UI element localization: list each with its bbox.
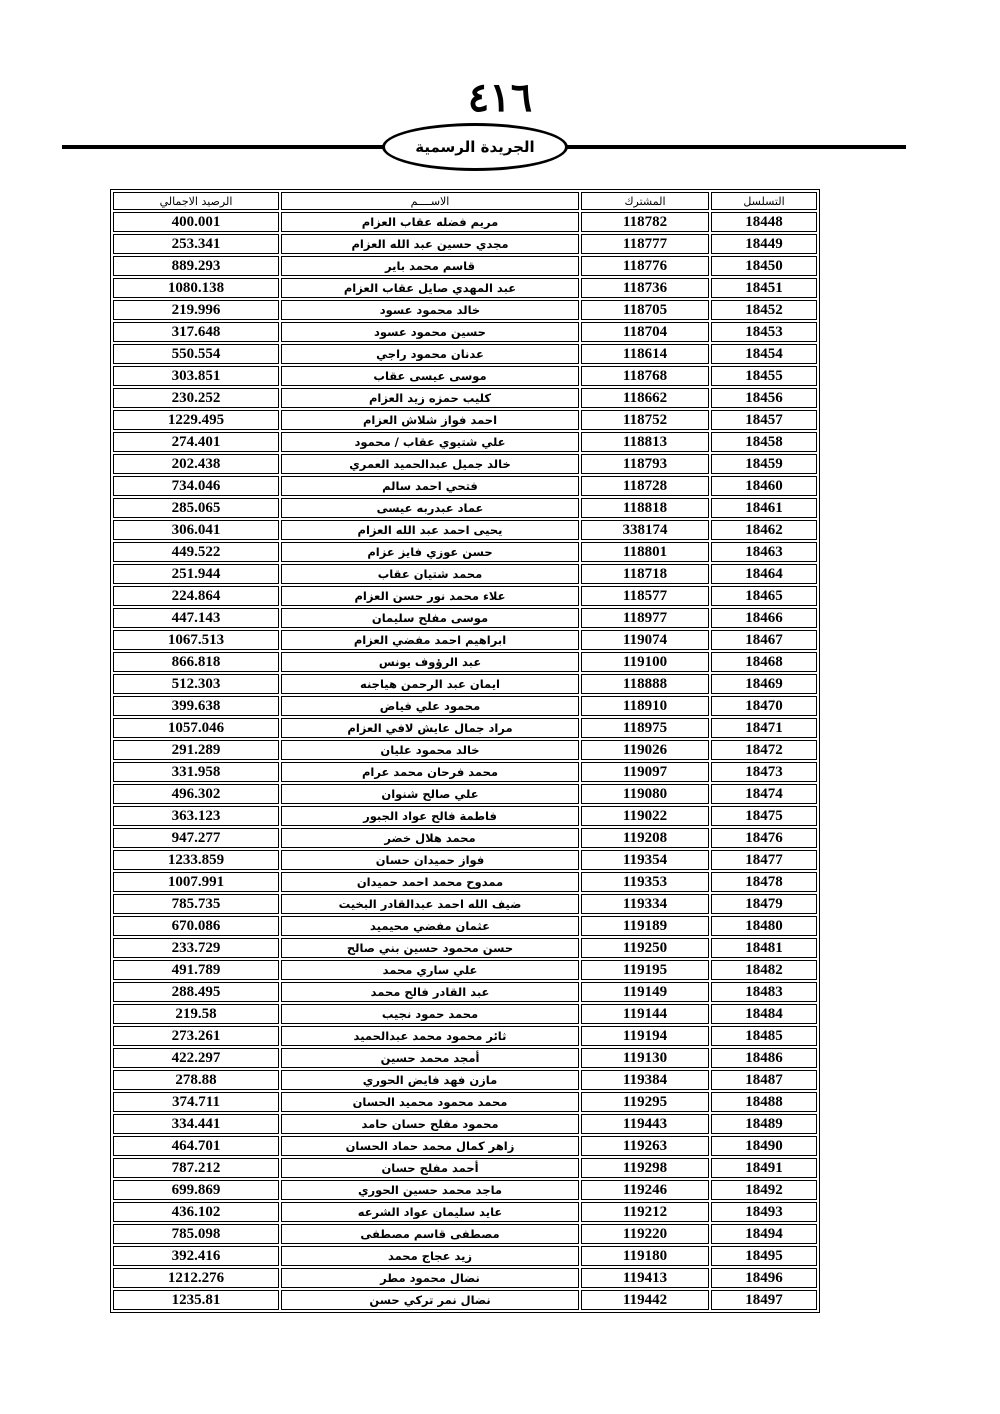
subscriber-cell: 119384 — [581, 1070, 709, 1090]
serial-cell: 18493 — [711, 1202, 817, 1222]
balance-cell: 306.041 — [113, 520, 279, 540]
subscriber-cell: 118888 — [581, 674, 709, 694]
subscriber-cell: 118704 — [581, 322, 709, 342]
serial-cell: 18496 — [711, 1268, 817, 1288]
subscriber-cell: 119334 — [581, 894, 709, 914]
balance-cell: 273.261 — [113, 1026, 279, 1046]
balance-cell: 550.554 — [113, 344, 279, 364]
name-cell: محمد حمود نجيب — [281, 1004, 579, 1024]
name-cell: عدنان محمود راجي — [281, 344, 579, 364]
table-row — [113, 1202, 817, 1222]
serial-cell: 18472 — [711, 740, 817, 760]
table-row — [113, 498, 817, 518]
subscriber-cell: 119295 — [581, 1092, 709, 1112]
subscriber-cell: 119298 — [581, 1158, 709, 1178]
column-header-subscriber: المشترك — [581, 192, 709, 210]
table-row — [113, 960, 817, 980]
balance-cell: 464.701 — [113, 1136, 279, 1156]
balance-cell: 331.958 — [113, 762, 279, 782]
serial-cell: 18491 — [711, 1158, 817, 1178]
table-row — [113, 366, 817, 386]
balance-cell: 436.102 — [113, 1202, 279, 1222]
name-cell: أمجد محمد حسين — [281, 1048, 579, 1068]
table-row — [113, 388, 817, 408]
name-cell: فاطمة فالح عواد الجبور — [281, 806, 579, 826]
balance-cell: 785.735 — [113, 894, 279, 914]
table-row — [113, 938, 817, 958]
table-row — [113, 1246, 817, 1266]
subscriber-cell: 118614 — [581, 344, 709, 364]
balance-cell: 334.441 — [113, 1114, 279, 1134]
name-cell: مجدي حسين عبد الله العزام — [281, 234, 579, 254]
table-row — [113, 1136, 817, 1156]
table-row — [113, 432, 817, 452]
serial-cell: 18485 — [711, 1026, 817, 1046]
table-row — [113, 608, 817, 628]
subscriber-cell: 119149 — [581, 982, 709, 1002]
serial-cell: 18490 — [711, 1136, 817, 1156]
name-cell: محمود علي فياض — [281, 696, 579, 716]
serial-cell: 18487 — [711, 1070, 817, 1090]
name-cell: خالد محمود عليان — [281, 740, 579, 760]
subscriber-cell: 118705 — [581, 300, 709, 320]
balance-cell: 219.58 — [113, 1004, 279, 1024]
name-cell: عايد سليمان عواد الشرعه — [281, 1202, 579, 1222]
name-cell: نضال نمر تركي حسن — [281, 1290, 579, 1310]
name-cell: قاسم محمد باير — [281, 256, 579, 276]
name-cell: محمود مفلح حسان حامد — [281, 1114, 579, 1134]
table-row — [113, 1158, 817, 1178]
subscriber-cell: 119022 — [581, 806, 709, 826]
name-cell: حسن عوزي فايز عزام — [281, 542, 579, 562]
name-cell: ماجد محمد حسين الحوري — [281, 1180, 579, 1200]
table-header-row — [113, 192, 817, 210]
balance-cell: 253.341 — [113, 234, 279, 254]
subscriber-cell: 119250 — [581, 938, 709, 958]
table-row — [113, 1268, 817, 1288]
table-row — [113, 1026, 817, 1046]
serial-cell: 18494 — [711, 1224, 817, 1244]
page-number: ٤١٦ — [467, 74, 533, 121]
name-cell: نضال محمود مطر — [281, 1268, 579, 1288]
serial-cell: 18458 — [711, 432, 817, 452]
balance-cell: 1057.046 — [113, 718, 279, 738]
name-cell: محمد هلال خضر — [281, 828, 579, 848]
serial-cell: 18460 — [711, 476, 817, 496]
balance-cell: 785.098 — [113, 1224, 279, 1244]
balance-cell: 947.277 — [113, 828, 279, 848]
table-row — [113, 1048, 817, 1068]
table-row — [113, 916, 817, 936]
column-header-name: الاســــم — [281, 192, 579, 210]
name-cell: عثمان مفضي محيميد — [281, 916, 579, 936]
subscriber-cell: 119144 — [581, 1004, 709, 1024]
subscriber-cell: 118793 — [581, 454, 709, 474]
balance-cell: 278.88 — [113, 1070, 279, 1090]
serial-cell: 18475 — [711, 806, 817, 826]
serial-cell: 18461 — [711, 498, 817, 518]
subscriber-cell: 118782 — [581, 212, 709, 232]
table-row — [113, 784, 817, 804]
balance-cell: 512.303 — [113, 674, 279, 694]
serial-cell: 18452 — [711, 300, 817, 320]
subscriber-cell: 119026 — [581, 740, 709, 760]
name-cell: ثائر محمود محمد عبدالحميد — [281, 1026, 579, 1046]
serial-cell: 18459 — [711, 454, 817, 474]
balance-cell: 317.648 — [113, 322, 279, 342]
table-row — [113, 762, 817, 782]
balance-cell: 889.293 — [113, 256, 279, 276]
table-row — [113, 1180, 817, 1200]
balance-cell: 374.711 — [113, 1092, 279, 1112]
name-cell: حسن محمود حسين بني صالح — [281, 938, 579, 958]
serial-cell: 18484 — [711, 1004, 817, 1024]
table-row — [113, 674, 817, 694]
serial-cell: 18495 — [711, 1246, 817, 1266]
balance-cell: 670.086 — [113, 916, 279, 936]
gazette-title-oval — [382, 123, 568, 171]
name-cell: كليب حمزه زيد العزام — [281, 388, 579, 408]
name-cell: مراد جمال عايش لافي العزام — [281, 718, 579, 738]
table-row — [113, 740, 817, 760]
name-cell: موسى مفلح سليمان — [281, 608, 579, 628]
serial-cell: 18471 — [711, 718, 817, 738]
balance-cell: 496.302 — [113, 784, 279, 804]
balance-cell: 399.638 — [113, 696, 279, 716]
subscriber-cell: 118577 — [581, 586, 709, 606]
balance-cell: 303.851 — [113, 366, 279, 386]
subscriber-cell: 118752 — [581, 410, 709, 430]
serial-cell: 18465 — [711, 586, 817, 606]
serial-cell: 18464 — [711, 564, 817, 584]
balance-cell: 230.252 — [113, 388, 279, 408]
subscriber-cell: 338174 — [581, 520, 709, 540]
name-cell: حسين محمود عسود — [281, 322, 579, 342]
name-cell: ابراهيم احمد مفضي العزام — [281, 630, 579, 650]
balance-cell: 1067.513 — [113, 630, 279, 650]
balance-cell: 449.522 — [113, 542, 279, 562]
subscriber-cell: 119080 — [581, 784, 709, 804]
subscriber-cell: 118718 — [581, 564, 709, 584]
name-cell: خالد جميل عبدالحميد العمري — [281, 454, 579, 474]
table-row — [113, 696, 817, 716]
subscriber-cell: 119212 — [581, 1202, 709, 1222]
name-cell: علي صالح شنوان — [281, 784, 579, 804]
serial-cell: 18467 — [711, 630, 817, 650]
subscriber-cell: 118801 — [581, 542, 709, 562]
balance-cell: 251.944 — [113, 564, 279, 584]
serial-cell: 18457 — [711, 410, 817, 430]
serial-cell: 18456 — [711, 388, 817, 408]
subscriber-cell: 118818 — [581, 498, 709, 518]
subscriber-cell: 119263 — [581, 1136, 709, 1156]
table-row — [113, 520, 817, 540]
name-cell: محمد فرحان محمد عرام — [281, 762, 579, 782]
balance-cell: 447.143 — [113, 608, 279, 628]
table-row — [113, 1290, 817, 1310]
subscribers-table — [110, 189, 820, 1313]
serial-cell: 18486 — [711, 1048, 817, 1068]
table-row — [113, 850, 817, 870]
table-row — [113, 652, 817, 672]
subscriber-cell: 118776 — [581, 256, 709, 276]
table-row — [113, 1070, 817, 1090]
balance-cell: 1235.81 — [113, 1290, 279, 1310]
serial-cell: 18454 — [711, 344, 817, 364]
subscriber-cell: 119194 — [581, 1026, 709, 1046]
table-body — [113, 212, 817, 1310]
subscriber-cell: 119413 — [581, 1268, 709, 1288]
balance-cell: 866.818 — [113, 652, 279, 672]
subscriber-cell: 118975 — [581, 718, 709, 738]
serial-cell: 18482 — [711, 960, 817, 980]
name-cell: أحمد مفلح حسان — [281, 1158, 579, 1178]
name-cell: زاهر كمال محمد حماد الحسان — [281, 1136, 579, 1156]
subscriber-cell: 118977 — [581, 608, 709, 628]
name-cell: موسى عيسى عقاب — [281, 366, 579, 386]
balance-cell: 288.495 — [113, 982, 279, 1002]
subscriber-cell: 118768 — [581, 366, 709, 386]
subscriber-cell: 118910 — [581, 696, 709, 716]
name-cell: مازن فهد فايض الحوري — [281, 1070, 579, 1090]
table-row — [113, 982, 817, 1002]
subscriber-cell: 119100 — [581, 652, 709, 672]
serial-cell: 18451 — [711, 278, 817, 298]
balance-cell: 1233.859 — [113, 850, 279, 870]
table-row — [113, 718, 817, 738]
balance-cell: 1229.495 — [113, 410, 279, 430]
table-row — [113, 212, 817, 232]
table-row — [113, 1224, 817, 1244]
balance-cell: 224.864 — [113, 586, 279, 606]
table-row — [113, 1004, 817, 1024]
table-row — [113, 234, 817, 254]
serial-cell: 18450 — [711, 256, 817, 276]
subscriber-cell: 119074 — [581, 630, 709, 650]
page-header — [0, 0, 1000, 190]
name-cell: فواز حميدان حسان — [281, 850, 579, 870]
balance-cell: 400.001 — [113, 212, 279, 232]
table-row — [113, 1114, 817, 1134]
subscriber-cell: 119208 — [581, 828, 709, 848]
serial-cell: 18480 — [711, 916, 817, 936]
balance-cell: 491.789 — [113, 960, 279, 980]
gazette-title: الجريدة الرسمية — [415, 138, 535, 156]
name-cell: فتحي احمد سالم — [281, 476, 579, 496]
table-row — [113, 872, 817, 892]
table-row — [113, 894, 817, 914]
name-cell: مريم فضله عقاب العزام — [281, 212, 579, 232]
name-cell: عماد عبدربه عيسى — [281, 498, 579, 518]
serial-cell: 18468 — [711, 652, 817, 672]
table-row — [113, 278, 817, 298]
table-row — [113, 630, 817, 650]
subscriber-cell: 118813 — [581, 432, 709, 452]
subscriber-cell: 119180 — [581, 1246, 709, 1266]
table-row — [113, 410, 817, 430]
balance-cell: 202.438 — [113, 454, 279, 474]
balance-cell: 1007.991 — [113, 872, 279, 892]
table-row — [113, 454, 817, 474]
table-row — [113, 1092, 817, 1112]
serial-cell: 18492 — [711, 1180, 817, 1200]
balance-cell: 233.729 — [113, 938, 279, 958]
balance-cell: 392.416 — [113, 1246, 279, 1266]
name-cell: محمد شتيان عقاب — [281, 564, 579, 584]
table-row — [113, 256, 817, 276]
table-row — [113, 476, 817, 496]
name-cell: احمد فواز شلاش العزام — [281, 410, 579, 430]
serial-cell: 18489 — [711, 1114, 817, 1134]
serial-cell: 18481 — [711, 938, 817, 958]
serial-cell: 18469 — [711, 674, 817, 694]
name-cell: عبد الرؤوف يونس — [281, 652, 579, 672]
name-cell: علي ساري محمد — [281, 960, 579, 980]
subscriber-cell: 119195 — [581, 960, 709, 980]
serial-cell: 18448 — [711, 212, 817, 232]
balance-cell: 285.065 — [113, 498, 279, 518]
subscriber-cell: 119130 — [581, 1048, 709, 1068]
subscriber-cell: 119246 — [581, 1180, 709, 1200]
name-cell: محمد محمود محميد الحسان — [281, 1092, 579, 1112]
serial-cell: 18474 — [711, 784, 817, 804]
column-header-serial: التسلسل — [711, 192, 817, 210]
serial-cell: 18497 — [711, 1290, 817, 1310]
name-cell: ايمان عبد الرحمن هياجنه — [281, 674, 579, 694]
name-cell: ممدوح محمد احمد حميدان — [281, 872, 579, 892]
table-row — [113, 586, 817, 606]
name-cell: خالد محمود عسود — [281, 300, 579, 320]
subscriber-cell: 119442 — [581, 1290, 709, 1310]
serial-cell: 18470 — [711, 696, 817, 716]
serial-cell: 18483 — [711, 982, 817, 1002]
serial-cell: 18453 — [711, 322, 817, 342]
table-row — [113, 828, 817, 848]
table-row — [113, 300, 817, 320]
subscriber-cell: 118662 — [581, 388, 709, 408]
table-row — [113, 322, 817, 342]
serial-cell: 18455 — [711, 366, 817, 386]
balance-cell: 422.297 — [113, 1048, 279, 1068]
balance-cell: 1212.276 — [113, 1268, 279, 1288]
serial-cell: 18488 — [711, 1092, 817, 1112]
balance-cell: 734.046 — [113, 476, 279, 496]
balance-cell: 787.212 — [113, 1158, 279, 1178]
name-cell: علي شتيوي عقاب / محمود — [281, 432, 579, 452]
serial-cell: 18463 — [711, 542, 817, 562]
balance-cell: 274.401 — [113, 432, 279, 452]
serial-cell: 18473 — [711, 762, 817, 782]
table-row — [113, 542, 817, 562]
column-header-balance: الرصيد الاجمالي — [113, 192, 279, 210]
name-cell: مصطفى قاسم مصطفى — [281, 1224, 579, 1244]
balance-cell: 1080.138 — [113, 278, 279, 298]
subscriber-cell: 119443 — [581, 1114, 709, 1134]
subscriber-cell: 119354 — [581, 850, 709, 870]
balance-cell: 219.996 — [113, 300, 279, 320]
table-row — [113, 806, 817, 826]
subscriber-cell: 118728 — [581, 476, 709, 496]
name-cell: زيد عجاج محمد — [281, 1246, 579, 1266]
name-cell: يحيى احمد عبد الله العزام — [281, 520, 579, 540]
subscriber-cell: 119097 — [581, 762, 709, 782]
subscriber-cell: 119189 — [581, 916, 709, 936]
table-row — [113, 344, 817, 364]
serial-cell: 18466 — [711, 608, 817, 628]
name-cell: ضيف الله احمد عبدالقادر البخيت — [281, 894, 579, 914]
serial-cell: 18479 — [711, 894, 817, 914]
serial-cell: 18449 — [711, 234, 817, 254]
subscriber-cell: 118736 — [581, 278, 709, 298]
balance-cell: 291.289 — [113, 740, 279, 760]
subscriber-cell: 118777 — [581, 234, 709, 254]
name-cell: عبد القادر فالح محمد — [281, 982, 579, 1002]
serial-cell: 18478 — [711, 872, 817, 892]
name-cell: علاء محمد نور حسن العزام — [281, 586, 579, 606]
balance-cell: 363.123 — [113, 806, 279, 826]
subscriber-cell: 119353 — [581, 872, 709, 892]
serial-cell: 18462 — [711, 520, 817, 540]
name-cell: عبد المهدي صايل عقاب العزام — [281, 278, 579, 298]
serial-cell: 18477 — [711, 850, 817, 870]
serial-cell: 18476 — [711, 828, 817, 848]
balance-cell: 699.869 — [113, 1180, 279, 1200]
table-row — [113, 564, 817, 584]
subscriber-cell: 119220 — [581, 1224, 709, 1244]
